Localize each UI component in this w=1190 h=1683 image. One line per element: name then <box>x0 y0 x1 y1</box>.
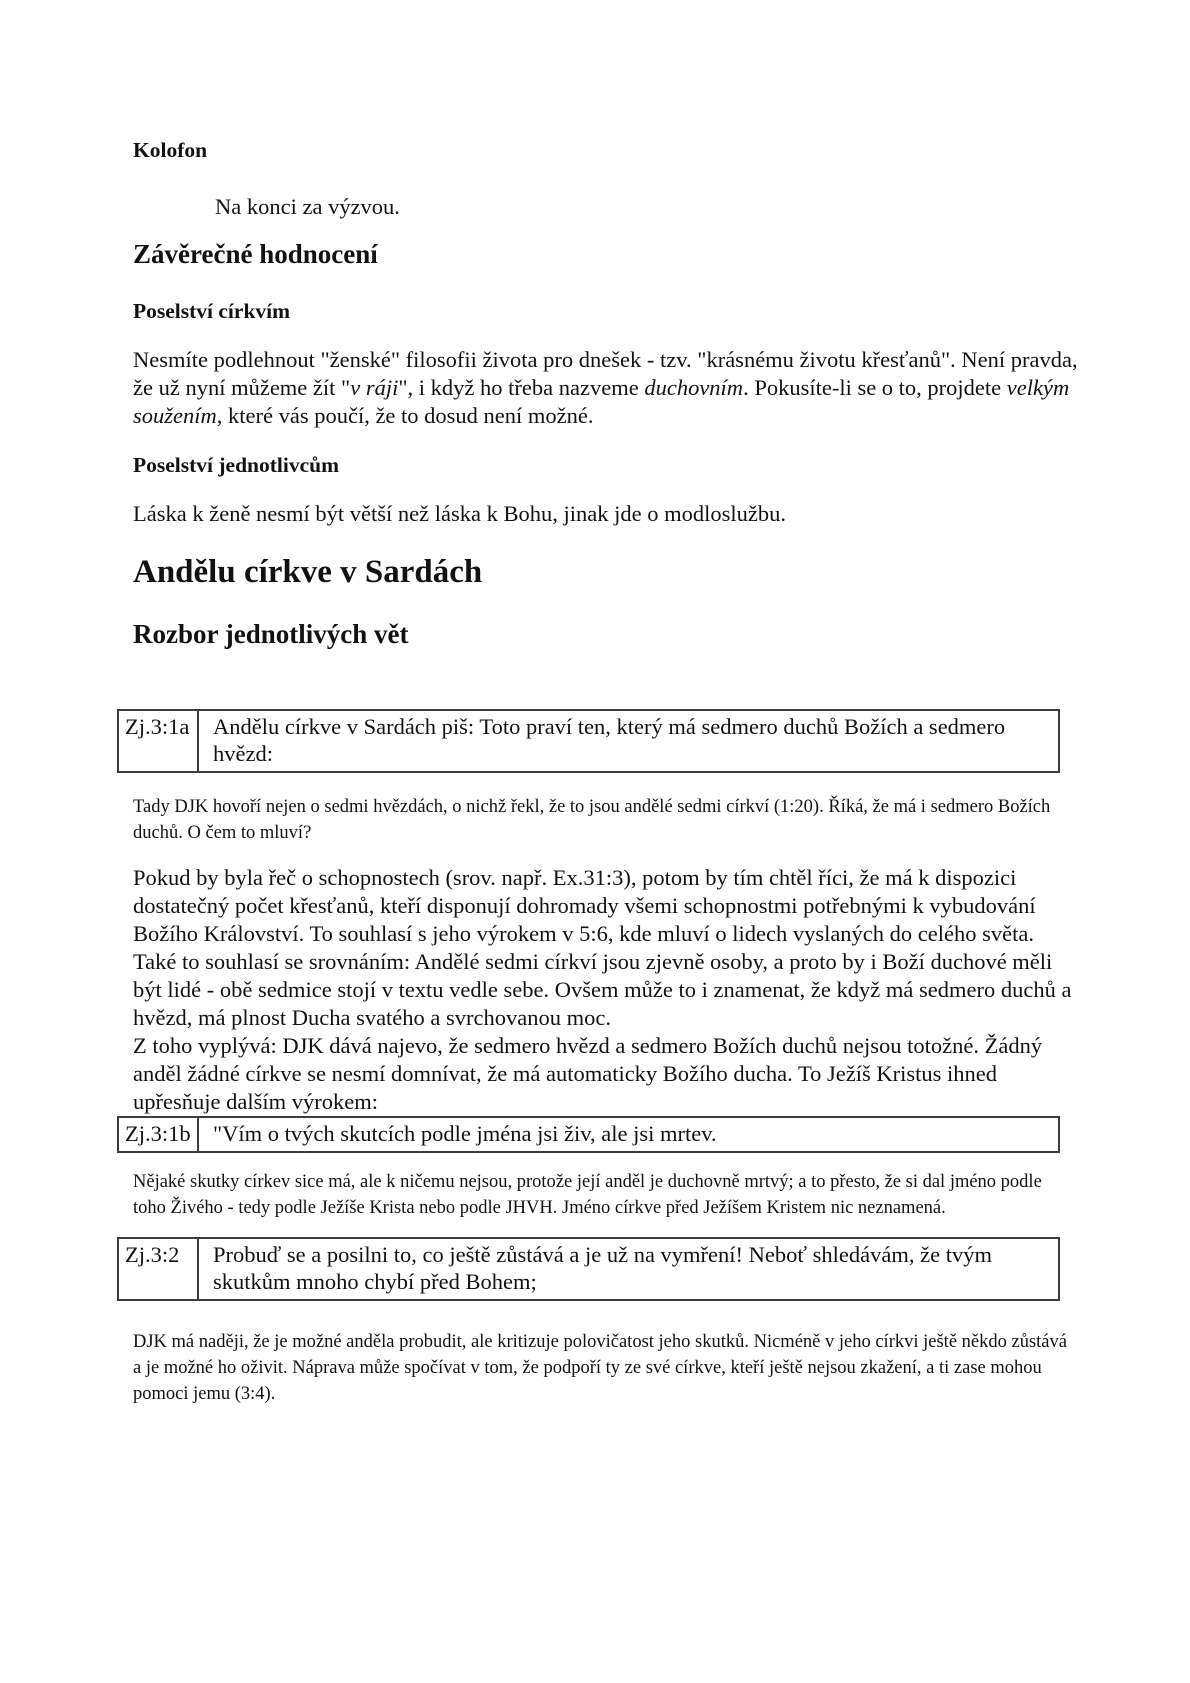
text-segment: ", i když ho třeba nazveme <box>398 375 645 400</box>
text-segment: . Pokusíte-li se o to, projdete <box>743 375 1007 400</box>
verse-ref-cell: Zj.3:1a <box>119 711 199 771</box>
verse-ref-cell: Zj.3:1b <box>119 1118 199 1151</box>
verse-table-zj3-1b <box>117 1116 1060 1153</box>
paragraph-kolofon: Na konci za výzvou. <box>215 194 400 219</box>
analysis-paragraph-2: Z toho vyplývá: DJK dává najevo, že sedmero hvězd a sedmero Božích duchů nejsou totožné. Žádný anděl žádné církve se nesmí domnívat, že má automaticky Božího ducha. To Ježíš Kristus ihned upřesňuje dalším výrokem: <box>133 1033 1043 1114</box>
commentary-zj3-2: DJK má naději, že je možné anděla probudit, ale kritizuje polovičatost jeho skutků. Nicméně v jeho církvi ještě někdo zůstává a je možné ho oživit. Náprava může spočívat v tom, že podpoří ty ze své církve, kteří ještě nejsou zkažení, a ti zase mohou pomoci jemu (3:4). <box>133 1332 1067 1404</box>
heading-zaverecne-hodnoceni: Závěrečné hodnocení <box>133 239 378 269</box>
verse-text-cell: "Vím o tvých skutcích podle jména jsi živ, ale jsi mrtev. <box>213 1121 717 1146</box>
paragraph-poselstvi-cirkvim <box>133 346 1078 430</box>
verse-table-zj3-1a <box>117 709 1060 773</box>
paragraph-poselstvi-jednotlivcum: Láska k ženě nesmí být větší než láska k Bohu, jinak jde o modloslužbu. <box>133 501 786 526</box>
heading-rozbor: Rozbor jednotlivých vět <box>133 619 409 649</box>
heading-kolofon: Kolofon <box>133 138 208 162</box>
page-title: Andělu církve v Sardách <box>133 554 483 590</box>
verse-ref-cell: Zj.3:2 <box>119 1239 199 1299</box>
verse-text-cell: Probuď se a posilni to, co ještě zůstává a je už na vymření! Neboť shledávám, že tvým skutkům mnoho chybí před Bohem; <box>213 1242 992 1294</box>
commentary-zj3-1b: Nějaké skutky církev sice má, ale k ničemu nejsou, protože její anděl je duchovně mrtvý; a to přesto, že si dal jméno podle toho Živého - tedy podle Ježíše Krista nebo podle JHVH. Jméno církve před Ježíšem Kristem nic neznamená. <box>133 1172 1042 1218</box>
text-segment: Nesmíte podlehnout "ženské" filosofii života pro dnešek - tzv. "krásnému životu křesťanů". Není pravda, že už nyní můžeme žít " <box>133 347 1078 400</box>
verse-table-zj3-2 <box>117 1237 1060 1301</box>
heading-poselstvi-cirkvim: Poselství církvím <box>133 299 291 323</box>
italic-v-raji: v ráji <box>350 375 399 400</box>
text-segment: , které vás poučí, že to dosud není možné. <box>216 403 594 428</box>
italic-duchovnim: duchovním <box>644 375 744 400</box>
verse-text-cell: Andělu církve v Sardách piš: Toto praví ten, který má sedmero duchů Božích a sedmero hvězd: <box>213 714 1006 766</box>
italic-velkym-souzenim: velkým soužením <box>133 375 1070 428</box>
analysis-paragraph-1: Pokud by byla řeč o schopnostech (srov. např. Ex.31:3), potom by tím chtěl říci, že má k dispozici dostatečný počet křesťanů, kteří disponují dohromady všemi schopnostmi potřebnými k vybudování Božího Království. To souhlasí s jeho výrokem v 5:6, kde mluví o lidech vyslaných do celého světa. Také to souhlasí se srovnáním: Andělé sedmi církví jsou zjevně osoby, a proto by i Boží duchové měli být lidé - obě sedmice stojí v textu vedle sebe. Ovšem může to i znamenat, že když má sedmero duchů a hvězd, má plnost Ducha svatého a svrchovanou moc. <box>133 865 1072 1030</box>
commentary-zj3-1a: Tady DJK hovoří nejen o sedmi hvězdách, o nichž řekl, že to jsou andělé sedmi církví (1:20). Říká, že má i sedmero Božích duchů. O čem to mluví? <box>133 797 1051 843</box>
heading-poselstvi-jednotlivcum: Poselství jednotlivcům <box>133 453 340 477</box>
